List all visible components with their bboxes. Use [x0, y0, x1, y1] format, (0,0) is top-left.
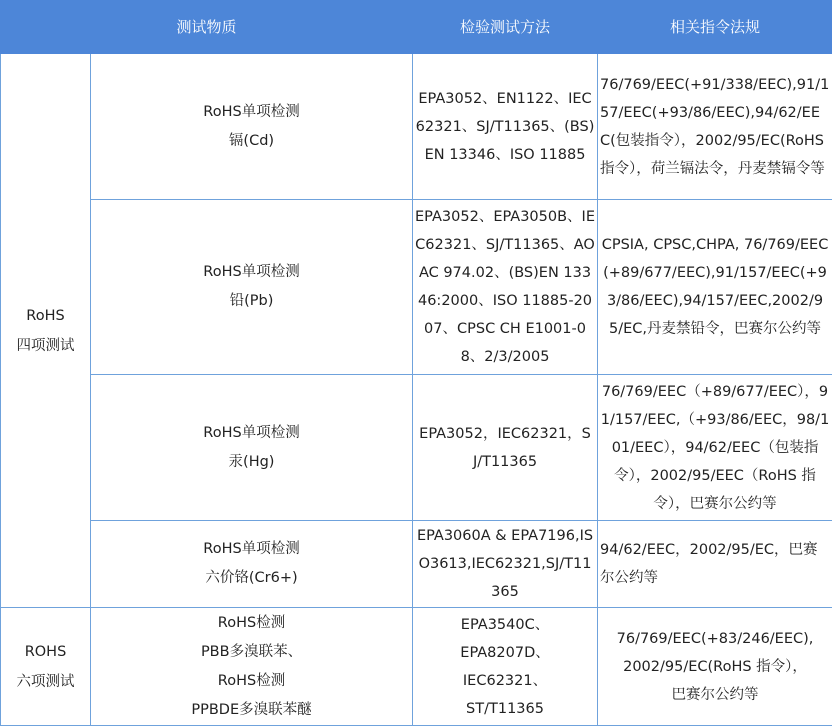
regulation-line: 巴赛尔公约等	[671, 686, 759, 703]
table-row	[1, 375, 832, 521]
category-line: 六项测试	[16, 673, 75, 690]
header-substance: 测试物质	[1, 1, 413, 54]
category-cell	[1, 608, 91, 726]
table-row	[1, 608, 832, 726]
method-cell: EPA3052、EN1122、IEC62321、SJ/T11365、(BS)EN 13346、ISO 11885	[413, 54, 598, 200]
category-cell	[1, 54, 91, 608]
substance-line: 铅(Pb)	[229, 293, 274, 309]
category-line: 四项测试	[16, 337, 75, 354]
category-line: ROHS	[24, 643, 67, 660]
method-line: IEC62321、	[462, 672, 548, 689]
table-row	[1, 200, 832, 375]
substance-cell	[91, 375, 413, 521]
substance-line: 六价铬(Cr6+)	[205, 570, 298, 586]
substance-cell	[91, 608, 413, 726]
header-method: 检验测试方法	[413, 1, 598, 54]
regulation-cell: 94/62/EEC，2002/95/EC，巴赛尔公约等	[598, 521, 832, 608]
substance-line: 镉(Cd)	[228, 132, 275, 149]
method-line: EPA3540C、	[460, 616, 550, 633]
substance-line: PPBDE多溴联苯醚	[191, 701, 312, 718]
regulation-line: 2002/95/EC(RoHS 指令），	[623, 658, 807, 675]
substance-cell	[91, 521, 413, 608]
substance-line: 汞(Hg)	[228, 453, 275, 470]
method-cell: EPA3060A & EPA7196,ISO3613,IEC62321,SJ/T11365	[413, 521, 598, 608]
method-cell	[413, 608, 598, 726]
substance-line: RoHS单项检测	[203, 541, 300, 557]
category-line: RoHS	[26, 307, 65, 324]
method-line: ST/T11365	[466, 700, 544, 717]
table-header-row	[1, 1, 832, 54]
substance-cell	[91, 54, 413, 200]
substance-line: RoHS检测	[217, 672, 286, 689]
table-row	[1, 521, 832, 608]
substance-line: RoHS检测	[217, 614, 286, 631]
substance-line: RoHS单项检测	[203, 103, 300, 120]
regulation-cell: CPSIA, CPSC,CHPA, 76/769/EEC(+89/677/EEC),91/157/EEC(+93/86/EEC),94/157/EEC,2002/95/EC,丹麦禁铅令，巴赛尔公约等	[598, 200, 832, 375]
substance-cell	[91, 200, 413, 375]
regulation-line: 76/769/EEC(+83/246/EEC),	[616, 630, 814, 647]
header-regulation: 相关指令法规	[598, 1, 832, 54]
regulation-cell: 76/769/EEC（+89/677/EEC），91/157/EEC,（+93/86/EEC，98/101/EEC），94/62/EEC（包装指令），2002/95/EEC（RoHS 指令），巴赛尔公约等	[598, 375, 832, 521]
substance-line: RoHS单项检测	[203, 424, 300, 441]
method-cell: EPA3052、EPA3050B、IEC62321、SJ/T11365、AOAC 974.02、(BS)EN 13346:2000、ISO 11885-2007、CPSC CH E1001-08、2/3/2005	[413, 200, 598, 375]
regulation-cell	[598, 608, 832, 726]
substance-line: RoHS单项检测	[203, 264, 300, 280]
table-row	[1, 54, 832, 200]
regulation-cell: 76/769/EEC(+91/338/EEC),91/157/EEC(+93/86/EEC),94/62/EEC(包装指令），2002/95/EC(RoHS指令），荷兰镉法令，丹麦禁镉令等	[598, 54, 832, 200]
substance-line: PBB多溴联苯、	[200, 643, 303, 660]
method-line: EPA8207D、	[460, 644, 550, 661]
method-cell: EPA3052，IEC62321，SJ/T11365	[413, 375, 598, 521]
